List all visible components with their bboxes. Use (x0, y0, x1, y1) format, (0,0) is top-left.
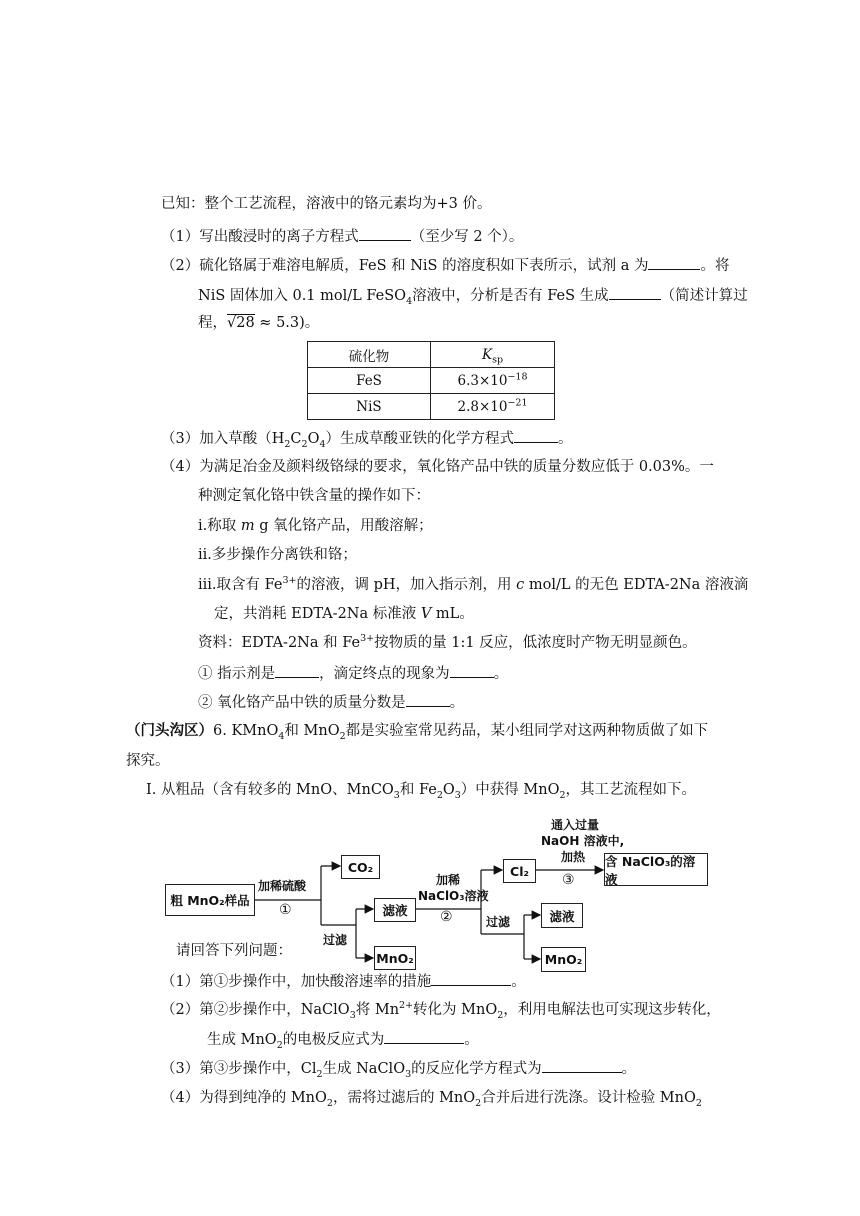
question-2-line-1: （2）硫化铬属于难溶电解质，FeS 和 NiS 的溶度积如下表所示，试剂 a 为 。将 (161, 255, 729, 276)
label-naoh-line-1: 通入过量 (551, 818, 600, 832)
question-2-line-3: 程，√28 ≈ 5.3)。 (198, 315, 320, 331)
box-mno2-1: MnO₂ (374, 946, 416, 970)
box-naclo3-solution: 含 NaClO₃的溶液 (604, 853, 708, 886)
label-add-dilute-acid: 加稀硫酸 (258, 879, 307, 893)
box-filtrate-1: 滤液 (374, 898, 416, 922)
step-i: i.称取 m g 氧化铬产品，用酸溶解； (198, 518, 433, 534)
answer-blank (431, 971, 511, 986)
box-co2: CO₂ (341, 855, 380, 879)
section-I: I. 从粗品（含有较多的 MnO、MnCO$_3$和 $Fe_2O_3$）中获得 MnO$_2$，其工艺流程如下。 (146, 782, 697, 801)
step-ii: ii.多步操作分离铁和铬； (198, 547, 357, 563)
sub-question-1: ① 指示剂是 ，滴定终点的现象为 。 (198, 663, 508, 684)
label-filter-1: 过滤 (323, 933, 348, 947)
box-cl2: Cl₂ (503, 859, 536, 883)
part-2-line-1: （2）第②步操作中，NaClO$_3$将 $Mn^{2+}$转化为 MnO$_2$，利用电解法也可实现这步转化， (161, 1000, 721, 1021)
table-cell: NiS (308, 394, 431, 420)
label-add-naclo3-a: 加稀 (436, 873, 461, 887)
question-4-line-2: 种测定氧化铬中铁含量的操作如下： (198, 488, 430, 504)
box-crude-mno2: 粗 MnO₂样品 (165, 884, 255, 916)
box-mno2-2: MnO₂ (541, 947, 586, 972)
answer-blank (384, 1029, 464, 1044)
question-4-line-1: （4）为满足冶金及颜料级铬绿的要求，氧化铬产品中铁的质量分数应低于 0.03%。一 (161, 459, 714, 475)
step-1-marker: ① (279, 902, 292, 918)
sub-question-2: ② 氧化铬产品中铁的质量分数是 。 (198, 692, 464, 713)
part-3: （3）第③步操作中，$Cl_2$生成 NaClO$_3$的反应化学方程式为 。 (161, 1058, 636, 1079)
answer-blank (542, 1058, 622, 1073)
district-label: （门头沟区） (126, 722, 213, 739)
reference-note: 资料：EDTA-2Na 和 $Fe^{3+}$按物质的量 1:1 反应，低浓度时产物无明显颜色。 (198, 633, 697, 651)
question-6-line-2: 探究。 (126, 753, 170, 769)
box-filtrate-2: 滤液 (541, 903, 583, 928)
part-1: （1）第①步操作中，加快酸溶速率的措施 。 (161, 971, 526, 992)
table-header-ksp: $K_{sp}$ (431, 342, 555, 368)
label-filter-2: 过滤 (486, 915, 511, 929)
table-header-sulfide: 硫化物 (308, 342, 431, 368)
table-cell: $6.3\times 10^{-18}$ (431, 368, 555, 394)
part-4: （4）为得到纯净的 MnO$_2$，需将过滤后的 MnO$_2$合并后进行洗涤。设计检验 MnO$_2$ (161, 1090, 702, 1109)
label-heat: 加热 (561, 850, 586, 864)
step-3-marker: ③ (562, 872, 575, 888)
sqrt-expression: √28 (227, 315, 255, 331)
step-iii-line-1: iii.取含有 $Fe^{3+}$的溶液，调 pH，加入指示剂，用 c mol/L 的无色 EDTA-2Na 溶液滴 (198, 575, 749, 593)
table-cell: $2.8\times 10^{-21}$ (431, 394, 555, 420)
known-note: 已知：整个工艺流程，溶液中的铬元素均为+3 价。 (161, 196, 492, 212)
label-naoh-line-2: NaOH 溶液中, (541, 834, 625, 848)
part-2-line-2: 生成 MnO$_2$的电极反应式为 。 (207, 1029, 479, 1050)
question-3: （3）加入草酸$(H_2C_2O_4)$生成草酸亚铁的化学方程式 。 (161, 428, 573, 449)
question-6-line-1: （门头沟区）6. KMnO$_4$和 MnO$_2$都是实验室常见药品，某小组同学对这两种物质做了如下 (126, 722, 709, 742)
step-iii-line-2: 定，共消耗 EDTA-2Na 标准液 V mL。 (214, 606, 474, 622)
step-2-marker: ② (440, 909, 453, 925)
answer-prompt: 请回答下列问题： (176, 943, 292, 959)
question-2-line-2: NiS 固体加入 0.1 mol/L FeSO$_4$溶液中，分析是否有 FeS 生成 （简述计算过 (198, 285, 748, 306)
question-1: （1）写出酸浸时的离子方程式 （至少写 2 个）。 (161, 226, 523, 247)
label-add-naclo3-b: NaClO₃溶液 (418, 889, 489, 903)
table-cell: FeS (308, 368, 431, 394)
